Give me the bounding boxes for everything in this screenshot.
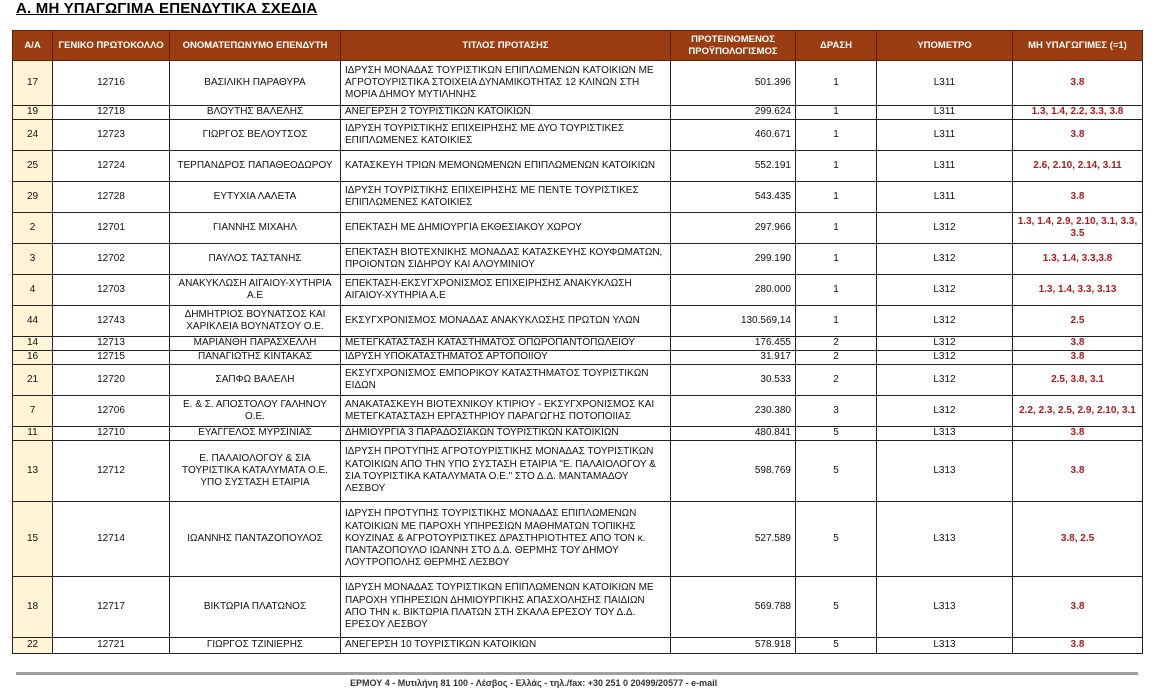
table-row (13, 182, 1143, 213)
footer-address: ΕΡΜΟΥ 4 - Μυτιλήνη 81 100 - Λέσβος - Ελλάς - τηλ./fax: +30 251 0 20499/20577 - e-mail (350, 678, 718, 688)
row-investor: ΙΩΑΝΝΗΣ ΠΑΝΤΑΖΟΠΟΥΛΟΣ (170, 502, 341, 577)
row-action: 5 (796, 427, 877, 441)
row-budget: 30.533 (671, 365, 796, 396)
row-aa: 4 (13, 275, 53, 306)
row-protocol: 12728 (53, 182, 170, 213)
row-action: 1 (796, 244, 877, 275)
row-budget: 297.966 (671, 213, 796, 244)
row-submeasure: L313 (877, 638, 1013, 654)
row-protocol: 12703 (53, 275, 170, 306)
row-ineligible-codes: 1.3, 1.4, 2.9, 2.10, 3.1, 3.3, 3.5 (1013, 213, 1143, 244)
header-investor: ΟΝΟΜΑΤΕΠΩΝΥΜΟ ΕΠΕΝΔΥΤΗ (170, 31, 341, 61)
row-protocol: 12743 (53, 306, 170, 337)
row-proposal-title: ΙΔΡΥΣΗ ΥΠΟΚΑΤΑΣΤΗΜΑΤΟΣ ΑΡΤΟΠΟΙΙΟΥ (341, 351, 671, 365)
row-submeasure: L312 (877, 365, 1013, 396)
table-row (13, 441, 1143, 502)
row-protocol: 12716 (53, 61, 170, 106)
table-row (13, 337, 1143, 351)
row-proposal-title: ΙΔΡΥΣΗ ΜΟΝΑΔΑΣ ΤΟΥΡΙΣΤΙΚΩΝ ΕΠΙΠΛΩΜΕΝΩΝ ΚΑΤΟΙΚΙΩΝ ΜΕ ΠΑΡΟΧΗ ΥΠΗΡΕΣΙΩΝ ΔΗΜΙΟΥΡΓΙΚΗΣ ΑΠΑΣΧΟΛΗΣΗΣ ΠΑΙΔΙΩΝ ΑΠΟ ΤΗΝ κ. ΒΙΚΤΩΡΙΑ ΠΛΑΤΩΝ ΣΤΗ ΣΚΑΛΑ ΕΡΕΣΟΥ ΤΟΥ Δ.Δ. ΕΡΕΣΟΥ ΛΕΣΒΟΥ (341, 577, 671, 638)
row-investor: ΒΛΟΥΤΗΣ ΒΑΛΕΛΗΣ (170, 106, 341, 120)
row-action: 1 (796, 120, 877, 151)
row-investor: Ε. & Σ. ΑΠΟΣΤΟΛΟΥ ΓΑΛΗΝΟΥ Ο.Ε. (170, 396, 341, 427)
row-submeasure: L313 (877, 577, 1013, 638)
row-ineligible-codes: 3.8 (1013, 427, 1143, 441)
row-budget: 130.569,14 (671, 306, 796, 337)
row-aa: 3 (13, 244, 53, 275)
row-proposal-title: ΑΝΑΚΑΤΑΣΚΕΥΗ ΒΙΟΤΕΧΝΙΚΟΥ ΚΤΙΡΙΟΥ - ΕΚΣΥΓΧΡΟΝΙΣΜΟΣ ΚΑΙ ΜΕΤΕΓΚΑΤΑΣΤΑΣΗ ΕΡΓΑΣΤΗΡΙΟΥ ΠΑΡΑΓΩΓΗΣ ΠΟΤΟΠΟΙΙΑΣ (341, 396, 671, 427)
row-ineligible-codes: 2.5 (1013, 306, 1143, 337)
row-aa: 11 (13, 427, 53, 441)
row-budget: 578.918 (671, 638, 796, 654)
row-action: 5 (796, 638, 877, 654)
row-budget: 598.769 (671, 441, 796, 502)
row-ineligible-codes: 3.8 (1013, 577, 1143, 638)
row-aa: 13 (13, 441, 53, 502)
row-protocol: 12721 (53, 638, 170, 654)
row-investor: Ε. ΠΑΛΑΙΟΛΟΓΟΥ & ΣΙΑ ΤΟΥΡΙΣΤΙΚΑ ΚΑΤΑΛΥΜΑΤΑ Ο.Ε. ΥΠΟ ΣΥΣΤΑΣΗ ΕΤΑΙΡΙΑ (170, 441, 341, 502)
row-ineligible-codes: 2.2, 2.3, 2.5, 2.9, 2.10, 3.1 (1013, 396, 1143, 427)
row-aa: 24 (13, 120, 53, 151)
row-proposal-title: ΚΑΤΑΣΚΕΥΗ ΤΡΙΩΝ ΜΕΜΟΝΩΜΕΝΩΝ ΕΠΙΠΛΩΜΕΝΩΝ ΚΑΤΟΙΚΙΩΝ (341, 151, 671, 182)
row-submeasure: L312 (877, 275, 1013, 306)
header-action: ΔΡΑΣΗ (796, 31, 877, 61)
header-proposal-title: ΤΙΤΛΟΣ ΠΡΟΤΑΣΗΣ (341, 31, 671, 61)
page-title: Α. ΜΗ ΥΠΑΓΩΓΙΜΑ ΕΠΕΝΔΥΤΙΚΑ ΣΧΕΔΙΑ (16, 0, 318, 17)
row-aa: 2 (13, 213, 53, 244)
row-protocol: 12702 (53, 244, 170, 275)
row-action: 1 (796, 275, 877, 306)
header-protocol: ΓΕΝΙΚΟ ΠΡΩΤΟΚΟΛΛΟ (53, 31, 170, 61)
row-submeasure: L313 (877, 441, 1013, 502)
row-aa: 16 (13, 351, 53, 365)
table-row (13, 213, 1143, 244)
row-action: 1 (796, 213, 877, 244)
row-ineligible-codes: 3.8, 2.5 (1013, 502, 1143, 577)
row-proposal-title: ΜΕΤΕΓΚΑΤΑΣΤΑΣΗ ΚΑΤΑΣΤΗΜΑΤΟΣ ΟΠΩΡΟΠΑΝΤΟΠΩΛΕΙΟΥ (341, 337, 671, 351)
row-ineligible-codes: 3.8 (1013, 337, 1143, 351)
row-investor: ΔΗΜΗΤΡΙΟΣ ΒΟΥΝΑΤΣΟΣ ΚΑΙ ΧΑΡΙΚΛΕΙΑ ΒΟΥΝΑΤΣΟΥ Ο.Ε. (170, 306, 341, 337)
table-row (13, 120, 1143, 151)
table-row (13, 244, 1143, 275)
header-ineligible-codes: ΜΗ ΥΠΑΓΩΓΙΜΕΣ (=1) (1013, 31, 1143, 61)
row-submeasure: L311 (877, 120, 1013, 151)
row-ineligible-codes: 3.8 (1013, 61, 1143, 106)
row-budget: 280.000 (671, 275, 796, 306)
footer-divider (16, 672, 1138, 675)
row-submeasure: L312 (877, 213, 1013, 244)
row-protocol: 12706 (53, 396, 170, 427)
row-budget: 527.589 (671, 502, 796, 577)
row-action: 1 (796, 306, 877, 337)
row-submeasure: L313 (877, 427, 1013, 441)
table-row (13, 427, 1143, 441)
row-proposal-title: ΙΔΡΥΣΗ ΜΟΝΑΔΑΣ ΤΟΥΡΙΣΤΙΚΩΝ ΕΠΙΠΛΩΜΕΝΩΝ ΚΑΤΟΙΚΙΩΝ ΜΕ ΑΓΡΟΤΟΥΡΙΣΤΙΚΑ ΣΤΟΙΧΕΙΑ ΔΥΝΑΜΙΚΟΤΗΤΑΣ 12 ΚΛΙΝΩΝ ΣΤΗ ΜΟΡΙΑ ΔΗΜΟΥ ΜΥΤΙΛΗΝΗΣ (341, 61, 671, 106)
row-proposal-title: ΕΠΕΚΤΑΣΗ ΒΙΟΤΕΧΝΙΚΗΣ ΜΟΝΑΔΑΣ ΚΑΤΑΣΚΕΥΗΣ ΚΟΥΦΩΜΑΤΩΝ, ΠΡΟΙΟΝΤΩΝ ΣΙΔΗΡΟΥ ΚΑΙ ΑΛΟΥΜΙΝΙΟΥ (341, 244, 671, 275)
row-aa: 15 (13, 502, 53, 577)
row-aa: 7 (13, 396, 53, 427)
row-investor: ΑΝΑΚΥΚΛΩΣΗ ΑΙΓΑΙΟΥ-ΧΥΤΗΡΙΑ Α.Ε (170, 275, 341, 306)
row-budget: 501.396 (671, 61, 796, 106)
row-action: 2 (796, 351, 877, 365)
row-action: 1 (796, 182, 877, 213)
row-protocol: 12723 (53, 120, 170, 151)
row-aa: 18 (13, 577, 53, 638)
row-protocol: 12720 (53, 365, 170, 396)
row-proposal-title: ΕΠΕΚΤΑΣΗ ΜΕ ΔΗΜΙΟΥΡΓΙΑ ΕΚΘΕΣΙΑΚΟΥ ΧΩΡΟΥ (341, 213, 671, 244)
table-row (13, 61, 1143, 106)
row-submeasure: L312 (877, 306, 1013, 337)
row-aa: 44 (13, 306, 53, 337)
table-body (13, 61, 1143, 654)
table-row (13, 351, 1143, 365)
row-investor: ΠΑΝΑΓΙΩΤΗΣ ΚΙΝΤΑΚΑΣ (170, 351, 341, 365)
row-investor: ΒΑΣΙΛΙΚΗ ΠΑΡΑΘΥΡΑ (170, 61, 341, 106)
row-proposal-title: ΙΔΡΥΣΗ ΤΟΥΡΙΣΤΙΚΗΣ ΕΠΙΧΕΙΡΗΣΗΣ ΜΕ ΠΕΝΤΕ ΤΟΥΡΙΣΤΙΚΕΣ ΕΠΙΠΛΩΜΕΝΕΣ ΚΑΤΟΙΚΙΕΣ (341, 182, 671, 213)
row-proposal-title: ΑΝΕΓΕΡΣΗ 10 ΤΟΥΡΙΣΤΙΚΩΝ ΚΑΤΟΙΚΙΩΝ (341, 638, 671, 654)
row-action: 5 (796, 441, 877, 502)
row-protocol: 12724 (53, 151, 170, 182)
row-action: 5 (796, 577, 877, 638)
row-ineligible-codes: 1.3, 1.4, 3.3, 3.13 (1013, 275, 1143, 306)
row-ineligible-codes: 1.3, 1.4, 2.2, 3.3, 3.8 (1013, 106, 1143, 120)
row-submeasure: L312 (877, 396, 1013, 427)
row-submeasure: L313 (877, 502, 1013, 577)
row-action: 1 (796, 106, 877, 120)
table-row (13, 396, 1143, 427)
row-investor: ΓΙΩΡΓΟΣ ΒΕΛΟΥΤΣΟΣ (170, 120, 341, 151)
table-row (13, 502, 1143, 577)
row-action: 5 (796, 502, 877, 577)
header-budget: ΠΡΟΤΕΙΝΟΜΕΝΟΣ ΠΡΟΫΠΟΛΟΓΙΣΜΟΣ (671, 31, 796, 61)
row-investor: ΠΑΥΛΟΣ ΤΑΣΤΑΝΗΣ (170, 244, 341, 275)
row-aa: 22 (13, 638, 53, 654)
row-budget: 230.380 (671, 396, 796, 427)
row-budget: 299.624 (671, 106, 796, 120)
row-budget: 31.917 (671, 351, 796, 365)
row-aa: 21 (13, 365, 53, 396)
row-investor: ΓΙΩΡΓΟΣ ΤΖΙΝΙΕΡΗΣ (170, 638, 341, 654)
row-investor: ΕΥΤΥΧΙΑ ΛΑΛΕΤΑ (170, 182, 341, 213)
row-submeasure: L311 (877, 151, 1013, 182)
row-budget: 480.841 (671, 427, 796, 441)
row-proposal-title: ΕΚΣΥΓΧΡΟΝΙΣΜΟΣ ΜΟΝΑΔΑΣ ΑΝΑΚΥΚΛΩΣΗΣ ΠΡΩΤΩΝ ΥΛΩΝ (341, 306, 671, 337)
row-proposal-title: ΕΚΣΥΓΧΡΟΝΙΣΜΟΣ ΕΜΠΟΡΙΚΟΥ ΚΑΤΑΣΤΗΜΑΤΟΣ ΤΟΥΡΙΣΤΙΚΩΝ ΕΙΔΩΝ (341, 365, 671, 396)
row-ineligible-codes: 1.3, 1.4, 3.3,3.8 (1013, 244, 1143, 275)
row-investor: ΒΙΚΤΩΡΙΑ ΠΛΑΤΩΝΟΣ (170, 577, 341, 638)
row-aa: 29 (13, 182, 53, 213)
row-protocol: 12718 (53, 106, 170, 120)
row-investor: ΜΑΡΙΑΝΘΗ ΠΑΡΑΣΧΕΛΛΗ (170, 337, 341, 351)
row-aa: 25 (13, 151, 53, 182)
row-aa: 19 (13, 106, 53, 120)
row-action: 3 (796, 396, 877, 427)
row-investor: ΤΕΡΠΑΝΔΡΟΣ ΠΑΠΑΘΕΟΔΩΡΟΥ (170, 151, 341, 182)
row-proposal-title: ΙΔΡΥΣΗ ΠΡΟΤΥΠΗΣ ΤΟΥΡΙΣΤΙΚΗΣ ΜΟΝΑΔΑΣ ΕΠΙΠΛΩΜΕΝΩΝ ΚΑΤΟΙΚΙΩΝ ΜΕ ΠΑΡΟΧΗ ΥΠΗΡΕΣΙΩΝ ΜΑΘΗΜΑΤΩΝ ΤΟΠΙΚΗΣ ΚΟΥΖΙΝΑΣ & ΑΓΡΟΤΟΥΡΙΣΤΙΚΕΣ ΔΡΑΣΤΗΡΙΟΤΗΤΕΣ ΑΠΟ ΤΟΝ κ. ΠΑΝΤΑΖΟΠΟΥΛΟ ΙΩΑΝΝΗ ΣΤΟ Δ.Δ. ΘΕΡΜΗΣ ΤΟΥ ΔΗΜΟΥ ΛΟΥΤΡΟΠΟΛΗΣ ΘΕΡΜΗΣ ΛΕΣΒΟΥ (341, 502, 671, 577)
table-row (13, 275, 1143, 306)
header-submeasure: ΥΠΟΜΕΤΡΟ (877, 31, 1013, 61)
row-investor: ΣΑΠΦΩ ΒΑΛΕΛΗ (170, 365, 341, 396)
row-submeasure: L312 (877, 244, 1013, 275)
header-aa: Α/Α (13, 31, 53, 61)
table-header-row (13, 31, 1143, 61)
row-budget: 543.435 (671, 182, 796, 213)
row-proposal-title: ΙΔΡΥΣΗ ΠΡΟΤΥΠΗΣ ΑΓΡΟΤΟΥΡΙΣΤΙΚΗΣ ΜΟΝΑΔΑΣ ΤΟΥΡΙΣΤΙΚΩΝ ΚΑΤΟΙΚΙΩΝ ΑΠΟ ΤΗΝ ΥΠΟ ΣΥΣΤΑΣΗ ΕΤΑΙΡΙΑ "Ε. ΠΑΛΑΙΟΛΟΓΟΥ & ΣΙΑ ΤΟΥΡΙΣΤΙΚΑ ΚΑΤΑΛΥΜΑΤΑ Ο.Ε." ΣΤΟ Δ.Δ. ΜΑΝΤΑΜΑΔΟΥ ΛΕΣΒΟΥ (341, 441, 671, 502)
row-submeasure: L311 (877, 106, 1013, 120)
table-row (13, 365, 1143, 396)
row-protocol: 12712 (53, 441, 170, 502)
row-protocol: 12714 (53, 502, 170, 577)
row-action: 1 (796, 61, 877, 106)
row-action: 2 (796, 337, 877, 351)
row-submeasure: L312 (877, 337, 1013, 351)
row-action: 2 (796, 365, 877, 396)
row-protocol: 12710 (53, 427, 170, 441)
row-budget: 460.671 (671, 120, 796, 151)
row-proposal-title: ΕΠΕΚΤΑΣΗ-ΕΚΣΥΓΧΡΟΝΙΣΜΟΣ ΕΠΙΧΕΙΡΗΣΗΣ ΑΝΑΚΥΚΛΩΣΗ ΑΙΓΑΙΟΥ-ΧΥΤΗΡΙΑ Α.Ε (341, 275, 671, 306)
row-protocol: 12717 (53, 577, 170, 638)
table-row (13, 106, 1143, 120)
table-row (13, 151, 1143, 182)
ineligible-plans-table (12, 30, 1143, 654)
row-ineligible-codes: 3.8 (1013, 120, 1143, 151)
row-ineligible-codes: 3.8 (1013, 441, 1143, 502)
row-action: 1 (796, 151, 877, 182)
table-row (13, 577, 1143, 638)
row-budget: 176.455 (671, 337, 796, 351)
row-proposal-title: ΔΗΜΙΟΥΡΓΙΑ 3 ΠΑΡΑΔΟΣΙΑΚΩΝ ΤΟΥΡΙΣΤΙΚΩΝ ΚΑΤΟΙΚΙΩΝ (341, 427, 671, 441)
row-submeasure: L312 (877, 351, 1013, 365)
row-ineligible-codes: 2.5, 3.8, 3.1 (1013, 365, 1143, 396)
table-row (13, 638, 1143, 654)
row-submeasure: L311 (877, 182, 1013, 213)
row-protocol: 12713 (53, 337, 170, 351)
row-ineligible-codes: 2.6, 2.10, 2.14, 3.11 (1013, 151, 1143, 182)
row-proposal-title: ΙΔΡΥΣΗ ΤΟΥΡΙΣΤΙΚΗΣ ΕΠΙΧΕΙΡΗΣΗΣ ΜΕ ΔΥΟ ΤΟΥΡΙΣΤΙΚΕΣ ΕΠΙΠΛΩΜΕΝΕΣ ΚΑΤΟΙΚΙΕΣ (341, 120, 671, 151)
row-ineligible-codes: 3.8 (1013, 351, 1143, 365)
row-submeasure: L311 (877, 61, 1013, 106)
row-investor: ΕΥΑΓΓΕΛΟΣ ΜΥΡΣΙΝΙΑΣ (170, 427, 341, 441)
row-aa: 14 (13, 337, 53, 351)
row-proposal-title: ΑΝΕΓΕΡΣΗ 2 ΤΟΥΡΙΣΤΙΚΩΝ ΚΑΤΟΙΚΙΩΝ (341, 106, 671, 120)
row-aa: 17 (13, 61, 53, 106)
row-investor: ΓΙΑΝΝΗΣ ΜΙΧΑΗΛ (170, 213, 341, 244)
row-protocol: 12715 (53, 351, 170, 365)
row-budget: 299.190 (671, 244, 796, 275)
row-ineligible-codes: 3.8 (1013, 182, 1143, 213)
row-budget: 569.788 (671, 577, 796, 638)
row-protocol: 12701 (53, 213, 170, 244)
table-row (13, 306, 1143, 337)
row-budget: 552.191 (671, 151, 796, 182)
row-ineligible-codes: 3.8 (1013, 638, 1143, 654)
